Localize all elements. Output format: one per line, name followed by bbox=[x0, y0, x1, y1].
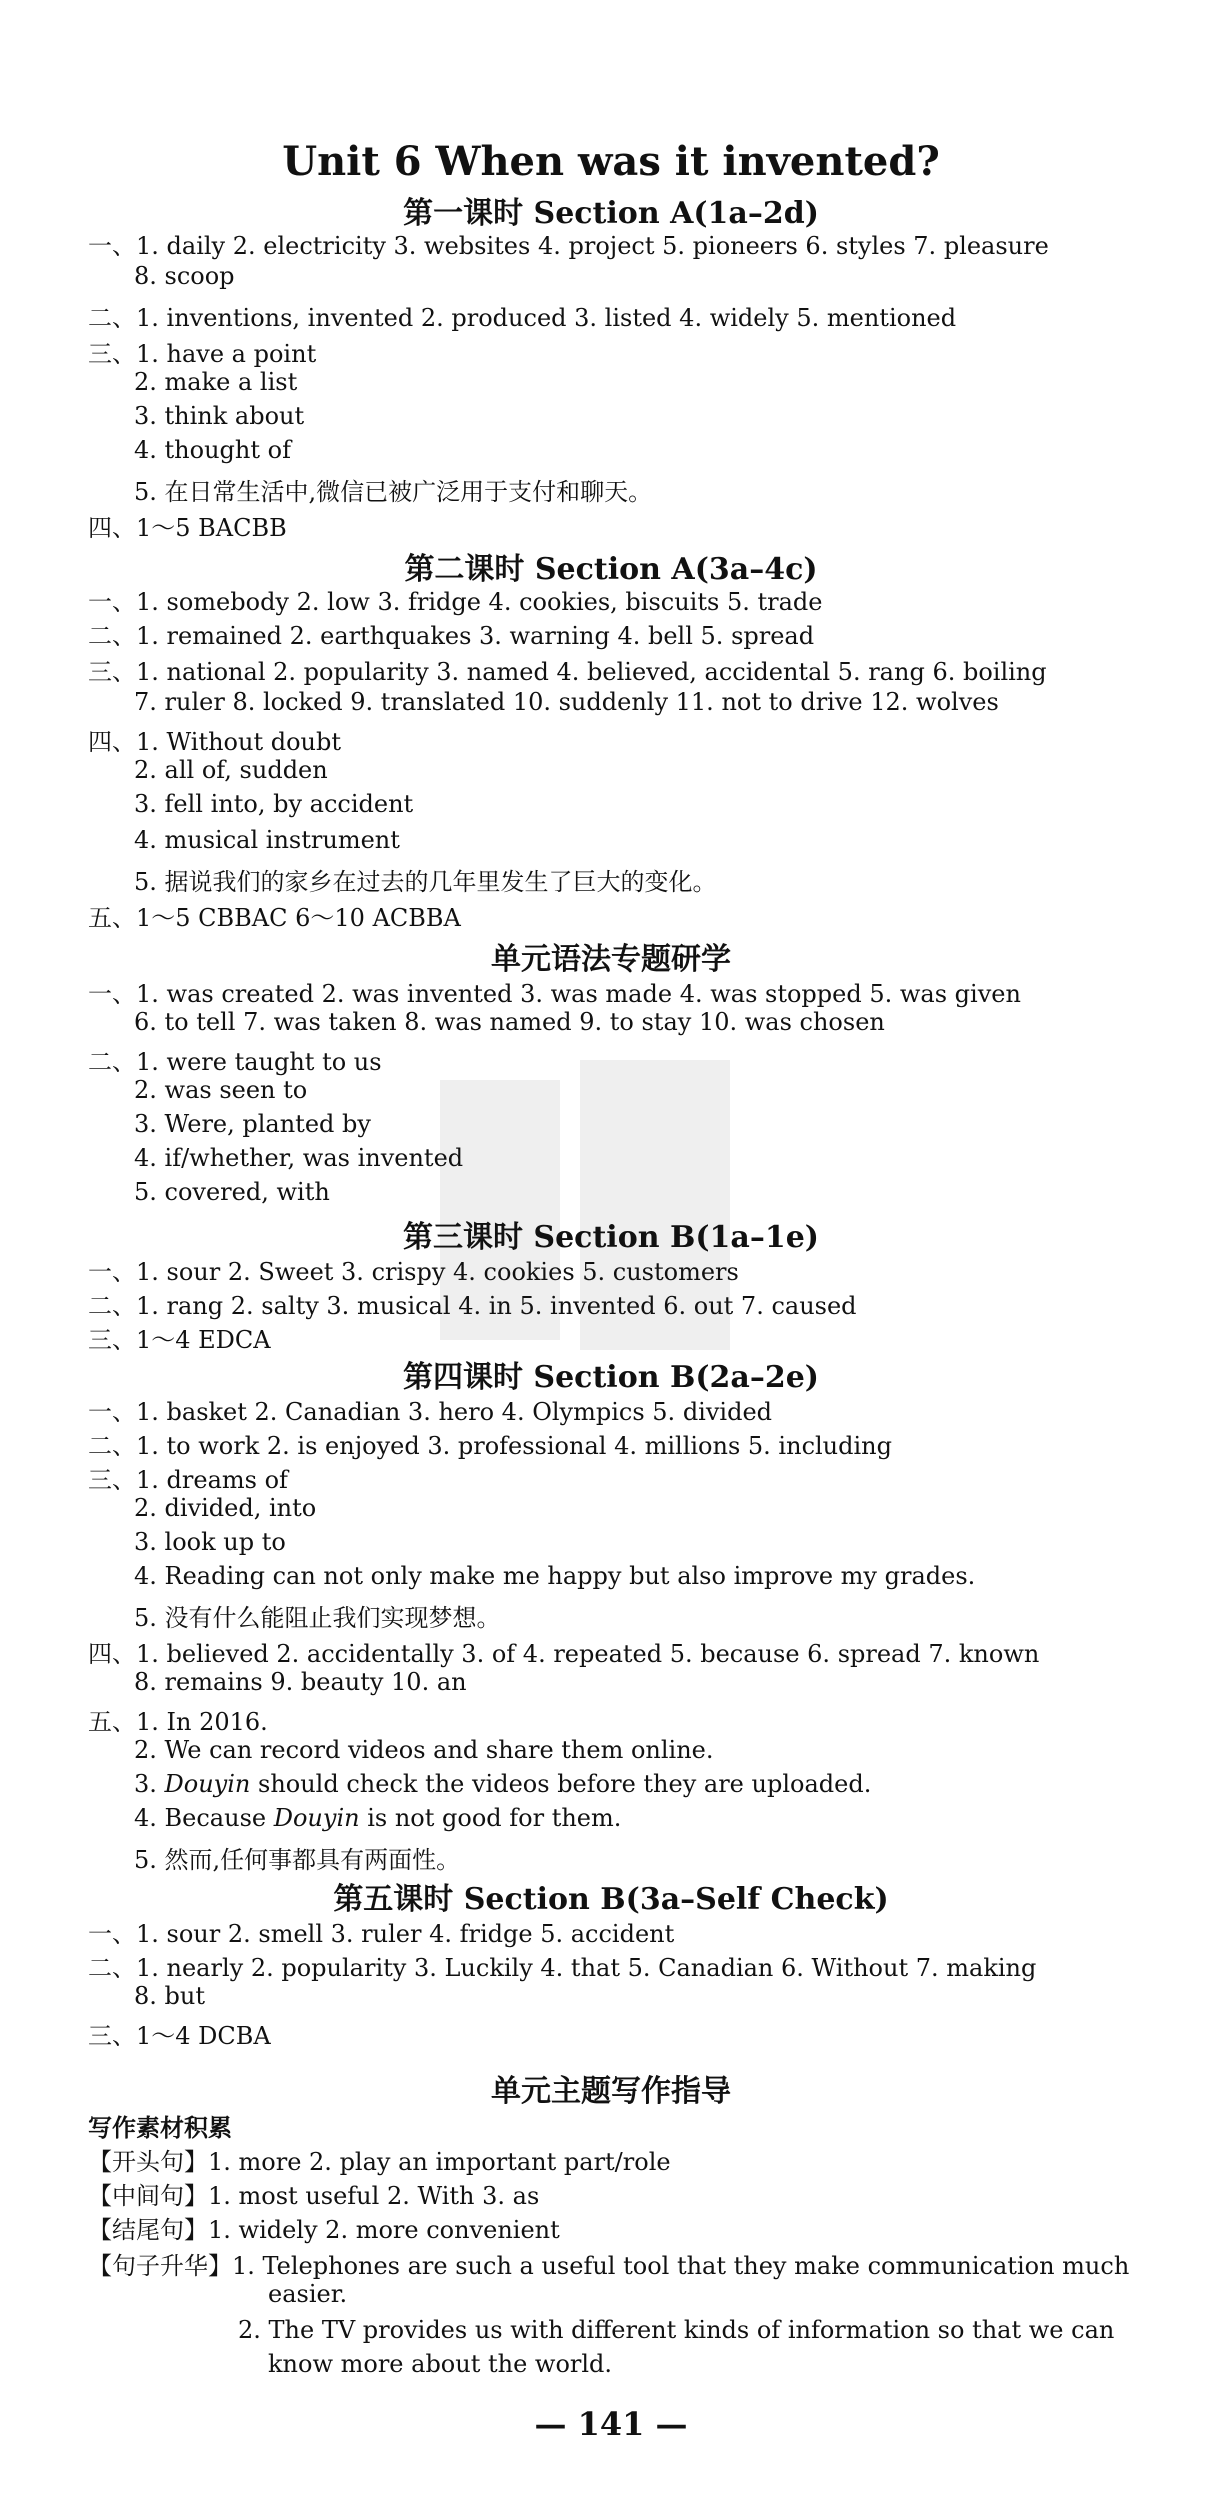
s5-line-5e: 5. 然而,任何事都具有两面性。 bbox=[134, 1846, 461, 1874]
s2-line-3a: 三、1. national 2. popularity 3. named 4. believed, accidental 5. rang 6. boiling bbox=[88, 658, 1047, 686]
s3-line-1b: 6. to tell 7. was taken 8. was named 9. to stay 10. was chosen bbox=[134, 1008, 885, 1036]
s1-line-3b: 2. make a list bbox=[134, 368, 298, 396]
s2-line-4c: 3. fell into, by accident bbox=[134, 790, 414, 818]
s2-line-5: 五、1～5 CBBAC 6～10 ACBBA bbox=[88, 904, 461, 932]
s1-line-3a: 三、1. have a point bbox=[88, 340, 317, 368]
writing-upgrade-1a: 【句子升华】1. Telephones are such a useful tool that they make communication much bbox=[88, 2252, 1130, 2280]
s1-line-2: 二、1. inventions, invented 2. produced 3. listed 4. widely 5. mentioned bbox=[88, 304, 957, 332]
page-number: — 141 — bbox=[534, 2405, 688, 2443]
s5-line-5c: 3. Douyin should check the videos before they are uploaded. bbox=[134, 1770, 872, 1798]
s2-line-2: 二、1. remained 2. earthquakes 3. warning 4. bell 5. spread bbox=[88, 622, 815, 650]
s6-line-2a: 二、1. nearly 2. popularity 3. Luckily 4. that 5. Canadian 6. Without 7. making bbox=[88, 1954, 1037, 1982]
s2-line-4d: 4. musical instrument bbox=[134, 826, 400, 854]
writing-subheading: 写作素材积累 bbox=[88, 2113, 232, 2142]
writing-upgrade-2b: know more about the world. bbox=[268, 2350, 613, 2378]
writing-upgrade-1b: easier. bbox=[268, 2280, 348, 2308]
section-heading-1: 第一课时 Section A(1a–2d) bbox=[403, 196, 819, 231]
section-heading-3: 单元语法专题研学 bbox=[491, 942, 731, 977]
s1-line-1a: 一、1. daily 2. electricity 3. websites 4. project 5. pioneers 6. styles 7. pleasure bbox=[88, 232, 1049, 260]
writing-ending-line: 【结尾句】1. widely 2. more convenient bbox=[88, 2216, 560, 2244]
s6-line-1: 一、1. sour 2. smell 3. ruler 4. fridge 5. accident bbox=[88, 1920, 675, 1948]
writing-middle-line: 【中间句】1. most useful 2. With 3. as bbox=[88, 2182, 540, 2210]
s5-line-3b: 2. divided, into bbox=[134, 1494, 317, 1522]
s5-line-4a: 四、1. believed 2. accidentally 3. of 4. repeated 5. because 6. spread 7. known bbox=[88, 1640, 1040, 1668]
s2-line-1: 一、1. somebody 2. low 3. fridge 4. cookies, biscuits 5. trade bbox=[88, 588, 823, 616]
s3-line-2b: 2. was seen to bbox=[134, 1076, 308, 1104]
s1-line-1b: 8. scoop bbox=[134, 262, 235, 290]
s5-line-5d: 4. Because Douyin is not good for them. bbox=[134, 1804, 622, 1832]
s5-line-3a: 三、1. dreams of bbox=[88, 1466, 288, 1494]
s4-line-1: 一、1. sour 2. Sweet 3. crispy 4. cookies 5. customers bbox=[88, 1258, 739, 1286]
s4-line-3: 三、1～4 EDCA bbox=[88, 1326, 271, 1354]
s1-line-3c: 3. think about bbox=[134, 402, 305, 430]
s5-line-1: 一、1. basket 2. Canadian 3. hero 4. Olympics 5. divided bbox=[88, 1398, 773, 1426]
unit-title: Unit 6 When was it invented? bbox=[282, 138, 940, 185]
section-heading-7: 单元主题写作指导 bbox=[491, 2074, 731, 2109]
s5-line-4b: 8. remains 9. beauty 10. an bbox=[134, 1668, 467, 1696]
s5-line-2: 二、1. to work 2. is enjoyed 3. professional 4. millions 5. including bbox=[88, 1432, 892, 1460]
section-heading-5: 第四课时 Section B(2a–2e) bbox=[402, 1360, 819, 1395]
s2-line-3b: 7. ruler 8. locked 9. translated 10. suddenly 11. not to drive 12. wolves bbox=[134, 688, 999, 716]
s5-line-5a: 五、1. In 2016. bbox=[88, 1708, 268, 1736]
writing-opening-line: 【开头句】1. more 2. play an important part/role bbox=[88, 2148, 671, 2176]
s3-line-2c: 3. Were, planted by bbox=[134, 1110, 371, 1138]
s5-line-3e: 5. 没有什么能阻止我们实现梦想。 bbox=[134, 1604, 501, 1632]
section-heading-6: 第五课时 Section B(3a–Self Check) bbox=[333, 1882, 889, 1917]
s2-line-4a: 四、1. Without doubt bbox=[88, 728, 342, 756]
section-heading-4: 第三课时 Section B(1a–1e) bbox=[402, 1220, 819, 1255]
s6-line-3: 三、1～4 DCBA bbox=[88, 2022, 271, 2050]
section-heading-2: 第二课时 Section A(3a–4c) bbox=[404, 552, 818, 587]
s3-line-1a: 一、1. was created 2. was invented 3. was made 4. was stopped 5. was given bbox=[88, 980, 1021, 1008]
s3-line-2d: 4. if/whether, was invented bbox=[134, 1144, 464, 1172]
s4-line-2: 二、1. rang 2. salty 3. musical 4. in 5. invented 6. out 7. caused bbox=[88, 1292, 857, 1320]
writing-upgrade-2a: 2. The TV provides us with different kinds of information so that we can bbox=[238, 2316, 1115, 2344]
s1-line-3d: 4. thought of bbox=[134, 436, 291, 464]
s1-line-3e: 5. 在日常生活中,微信已被广泛用于支付和聊天。 bbox=[134, 478, 653, 506]
s1-line-4: 四、1～5 BACBB bbox=[88, 514, 287, 542]
s6-line-2b: 8. but bbox=[134, 1982, 205, 2010]
s3-line-2a: 二、1. were taught to us bbox=[88, 1048, 382, 1076]
s2-line-4b: 2. all of, sudden bbox=[134, 756, 328, 784]
s3-line-2e: 5. covered, with bbox=[134, 1178, 330, 1206]
s5-line-3c: 3. look up to bbox=[134, 1528, 286, 1556]
s2-line-4e: 5. 据说我们的家乡在过去的几年里发生了巨大的变化。 bbox=[134, 868, 717, 896]
s5-line-3d: 4. Reading can not only make me happy but also improve my grades. bbox=[134, 1562, 976, 1590]
s5-line-5b: 2. We can record videos and share them online. bbox=[134, 1736, 714, 1764]
